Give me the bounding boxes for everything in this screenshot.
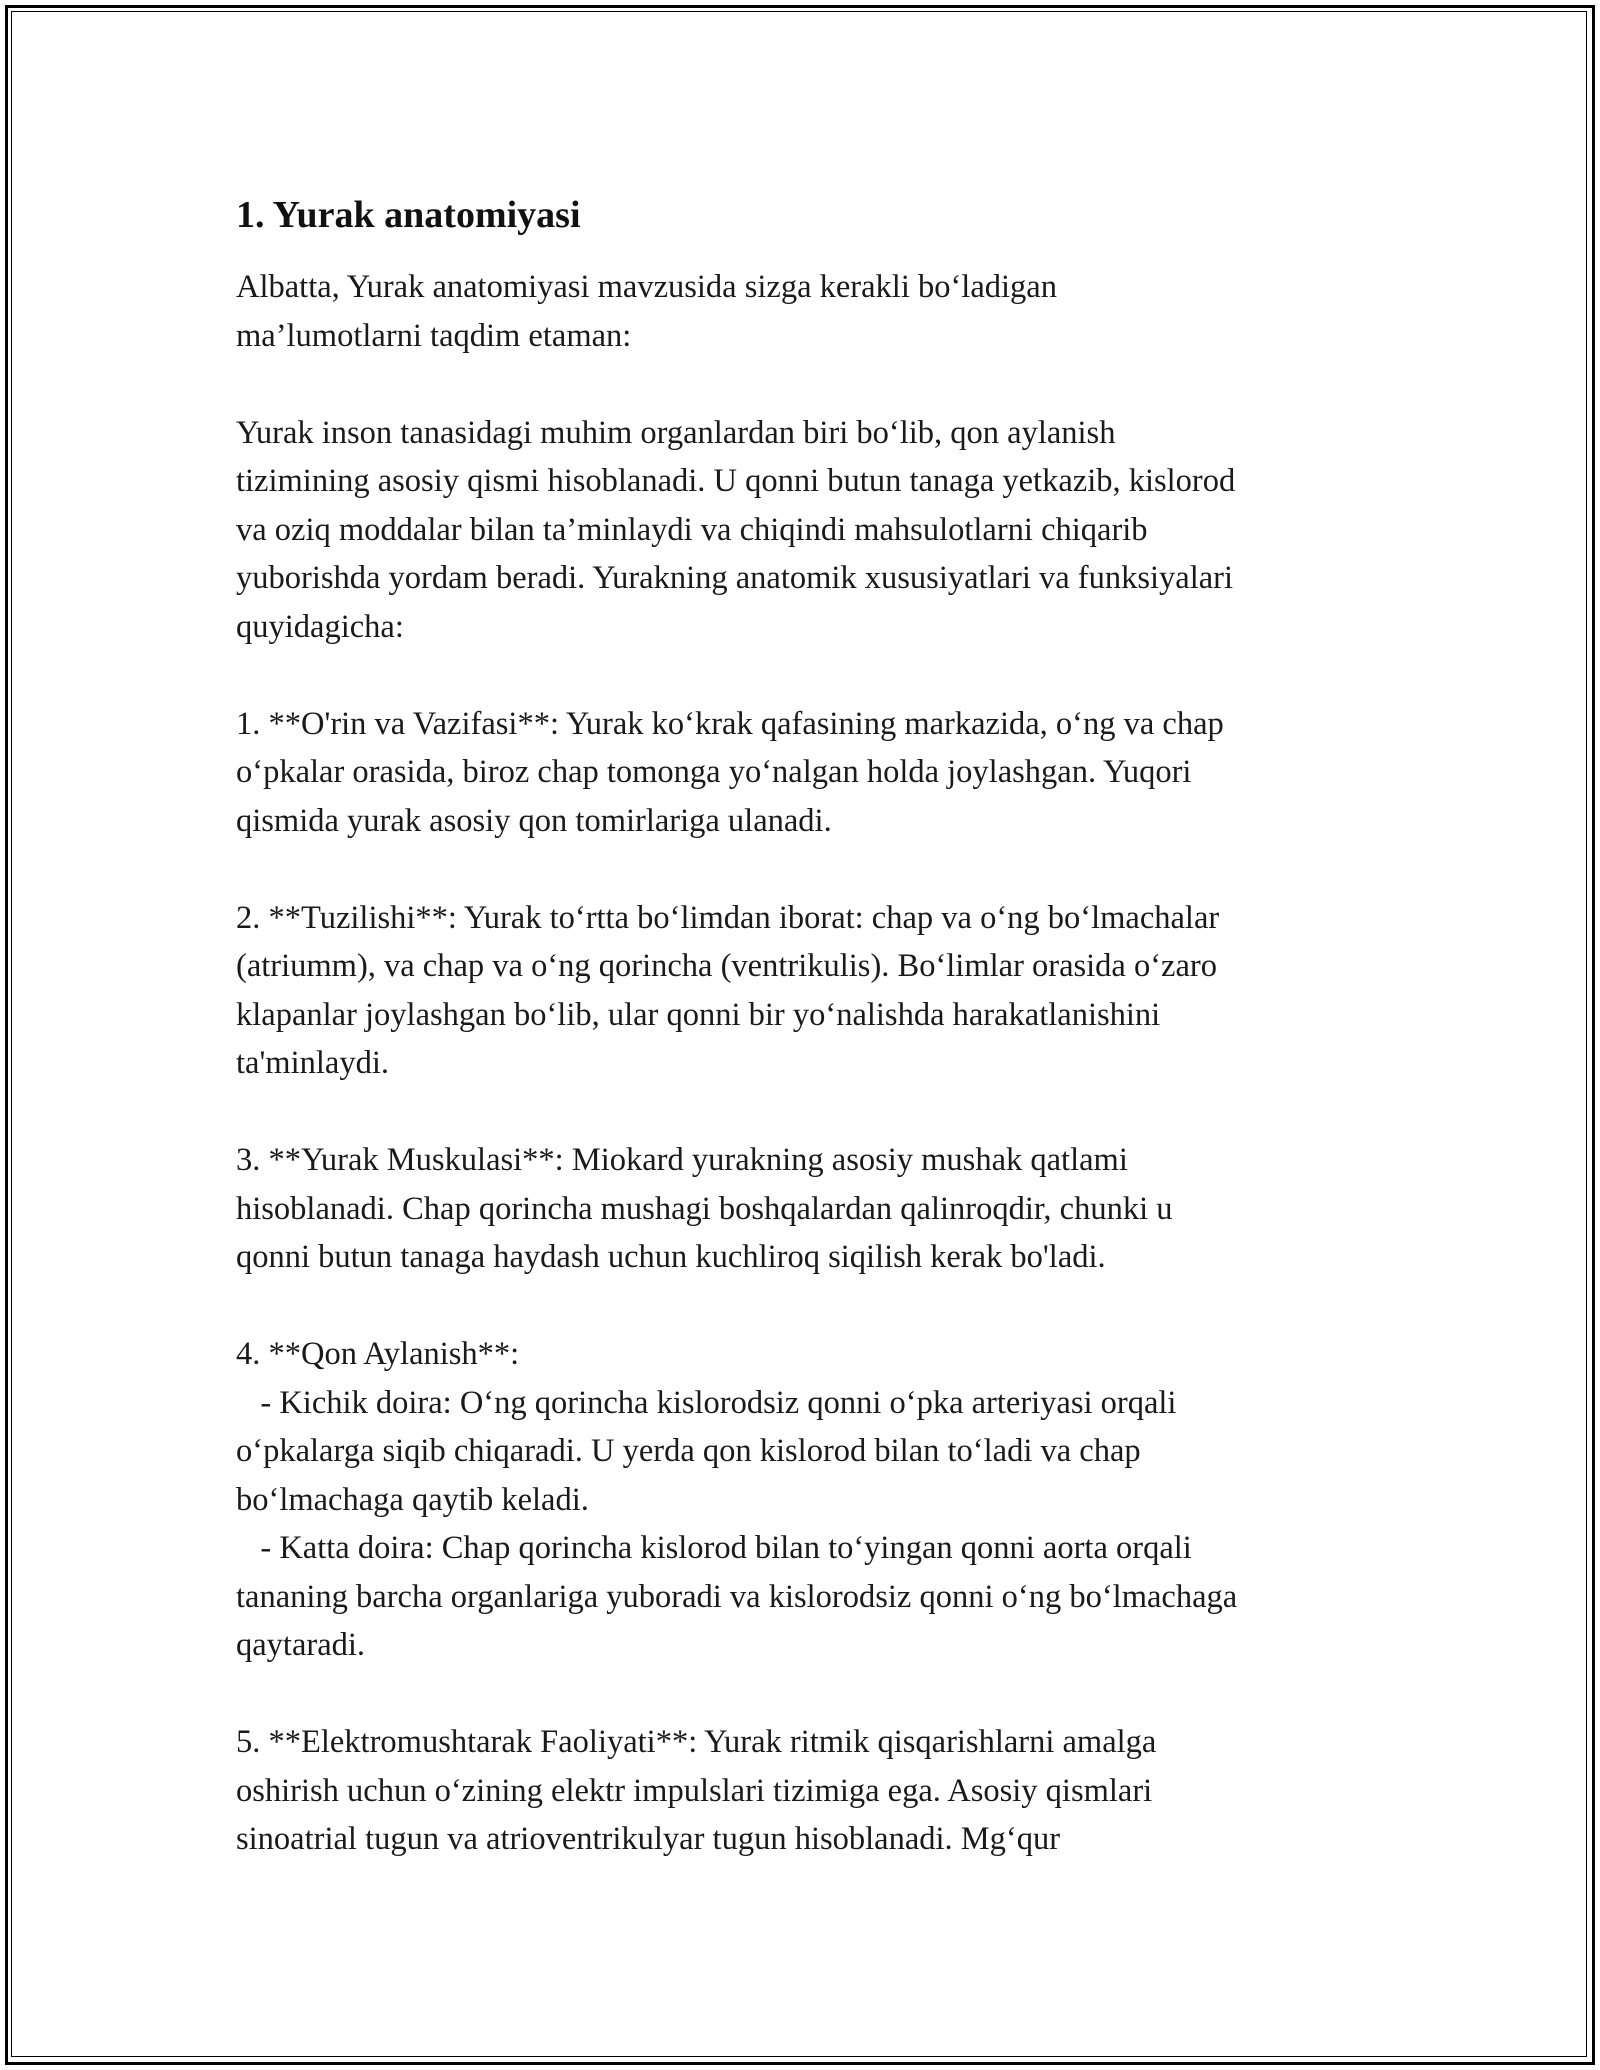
- text-line: qaytaradi.: [236, 1627, 366, 1663]
- text-line: yuborishda yordam beradi. Yurakning anatomik xususiyatlari va funksiyalari: [236, 560, 1234, 596]
- text-line: - Katta doira: Chap qorincha kislorod bilan to‘yingan qonni aorta orqali: [236, 1530, 1192, 1566]
- text-line: 5. **Elektromushtarak Faoliyati**: Yurak ritmik qisqarishlarni amalga: [236, 1724, 1157, 1760]
- text-line: va oziq moddalar bilan ta’minlaydi va chiqindi mahsulotlarni chiqarib: [236, 511, 1148, 548]
- paragraph: [236, 1136, 1396, 1282]
- paragraph: [236, 263, 1396, 360]
- text-line: bo‘lmachaga qaytib keladi.: [236, 1481, 589, 1518]
- text-line: - Kichik doira: O‘ng qorincha kislorodsiz qonni o‘pka arteriyasi orqali: [236, 1384, 1177, 1421]
- document-title: 1. Yurak anatomiyasi: [236, 194, 581, 236]
- text-line: 3. **Yurak Muskulasi**: Miokard yurakning asosiy mushak qatlami: [236, 1142, 1128, 1178]
- text-line: tananing barcha organlariga yuboradi va kislorodsiz qonni o‘ng bo‘lmachaga: [236, 1578, 1238, 1615]
- text-line: 1. **O'rin va Vazifasi**: Yurak ko‘krak qafasining markazida, o‘ng va chap: [236, 705, 1224, 742]
- text-line: hisoblanadi. Chap qorincha mushagi boshqalardan qalinroqdir, chunki u: [236, 1190, 1173, 1227]
- paragraph: [236, 894, 1396, 1088]
- text-line: sinoatrial tugun va atrioventrikulyar tugun hisoblanadi. Mg‘qur: [236, 1821, 1061, 1857]
- text-line: qismida yurak asosiy qon tomirlariga ulanadi.: [236, 802, 832, 839]
- text-line: 2. **Tuzilishi**: Yurak to‘rtta bo‘limdan iborat: chap va o‘ng bo‘lmachalar: [236, 899, 1220, 936]
- document-body: [236, 187, 1396, 1912]
- paragraph: [236, 1330, 1396, 1670]
- text-line: Yurak inson tanasidagi muhim organlardan biri bo‘lib, qon aylanish: [236, 414, 1116, 451]
- text-line: ta'minlaydi.: [236, 1045, 389, 1081]
- text-line: qonni butun tanaga haydash uchun kuchliroq siqilish kerak bo'ladi.: [236, 1239, 1106, 1275]
- paragraph: [236, 409, 1396, 652]
- text-line: oshirish uchun o‘zining elektr impulslari tizimiga ega. Asosiy qismlari: [236, 1772, 1153, 1809]
- text-line: o‘pkalarga siqib chiqaradi. U yerda qon kislorod bilan to‘ladi va chap: [236, 1433, 1141, 1469]
- text-line: o‘pkalar orasida, biroz chap tomonga yo‘nalgan holda joylashgan. Yuqori: [236, 754, 1192, 790]
- paragraph: [236, 1718, 1396, 1864]
- text-line: klapanlar joylashgan bo‘lib, ular qonni bir yo‘nalishda harakatlanishini: [236, 996, 1161, 1033]
- text-line: 4. **Qon Aylanish**:: [236, 1336, 520, 1372]
- text-line: ma’lumotlarni taqdim etaman:: [236, 317, 632, 354]
- text-line: tizimining asosiy qismi hisoblanadi. U qonni butun tanaga yetkazib, kislorod: [236, 463, 1236, 499]
- text-line: Albatta, Yurak anatomiyasi mavzusida sizga kerakli bo‘ladigan: [236, 269, 1057, 305]
- paragraph: [236, 700, 1396, 846]
- paragraph-list: [236, 263, 1396, 1864]
- text-line: (atriumm), va chap va o‘ng qorincha (ventrikulis). Bo‘limlar orasida o‘zaro: [236, 948, 1217, 984]
- text-line: quyidagicha:: [236, 608, 404, 645]
